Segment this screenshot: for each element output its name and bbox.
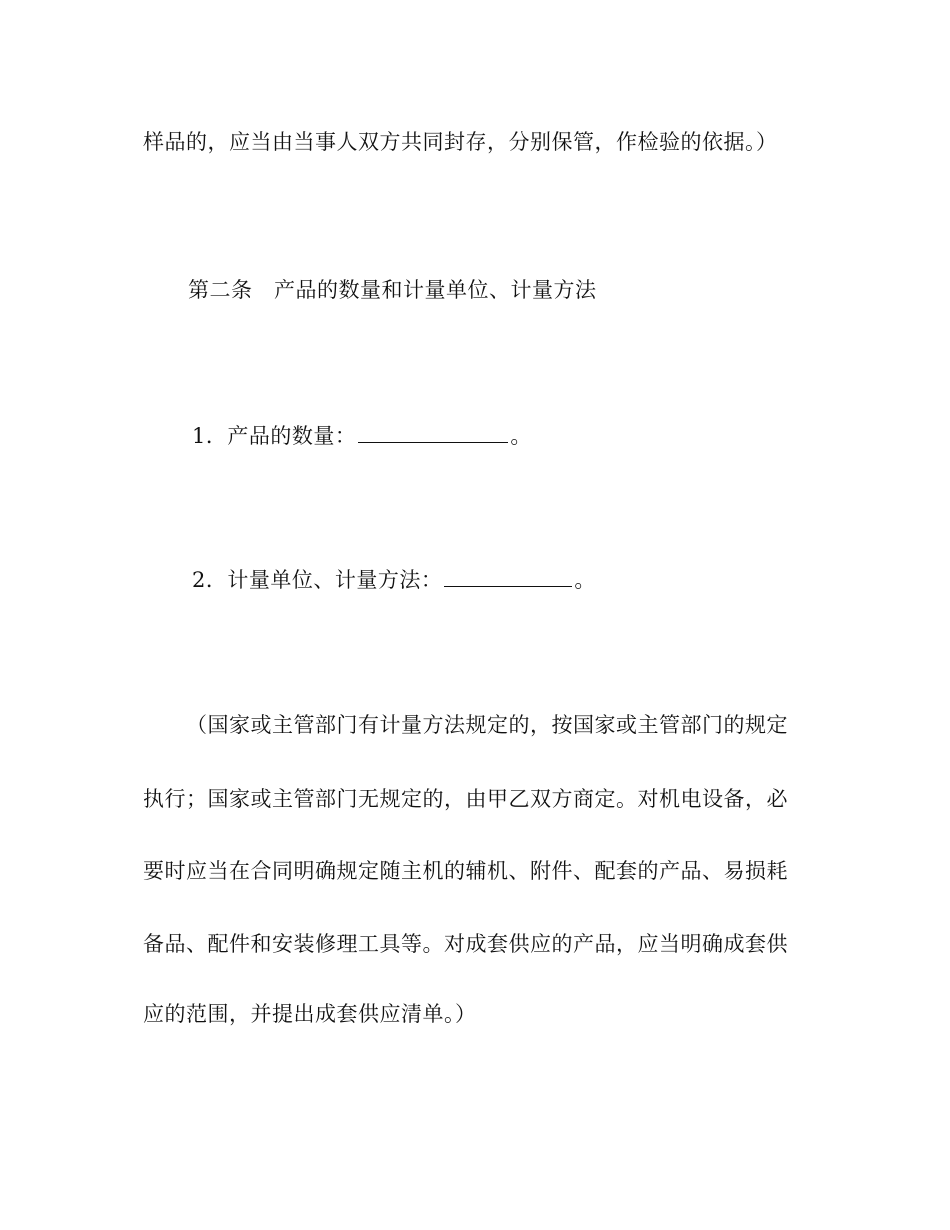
note-line-5: 应的范围，并提出成套供应清单。） <box>143 1002 477 1026</box>
note-line-1: （国家或主管部门有计量方法规定的，按国家或主管部门的规定 <box>186 713 788 737</box>
item-quantity-label: 1．产品的数量： <box>192 424 357 448</box>
paragraph-continuation-line: 样品的，应当由当事人双方共同封存，分别保管，作检验的依据。） <box>143 130 778 154</box>
unit-method-blank-field <box>444 566 572 587</box>
note-line-4: 备品、配件和安装修理工具等。对成套供应的产品，应当明确成套供 <box>143 932 788 956</box>
note-line-2: 执行；国家或主管部门无规定的，由甲乙双方商定。对机电设备，必 <box>143 787 788 811</box>
item-unit-method <box>192 566 596 594</box>
note-line-3: 要时应当在合同明确规定随主机的辅机、附件、配套的产品、易损耗 <box>143 859 788 883</box>
item-unit-method-end: 。 <box>574 568 596 592</box>
article-heading: 第二条 产品的数量和计量单位、计量方法 <box>188 278 597 302</box>
item-unit-method-label: 2．计量单位、计量方法： <box>192 568 443 592</box>
item-quantity <box>192 422 532 450</box>
item-quantity-end: 。 <box>510 424 532 448</box>
quantity-blank-field <box>358 422 508 443</box>
